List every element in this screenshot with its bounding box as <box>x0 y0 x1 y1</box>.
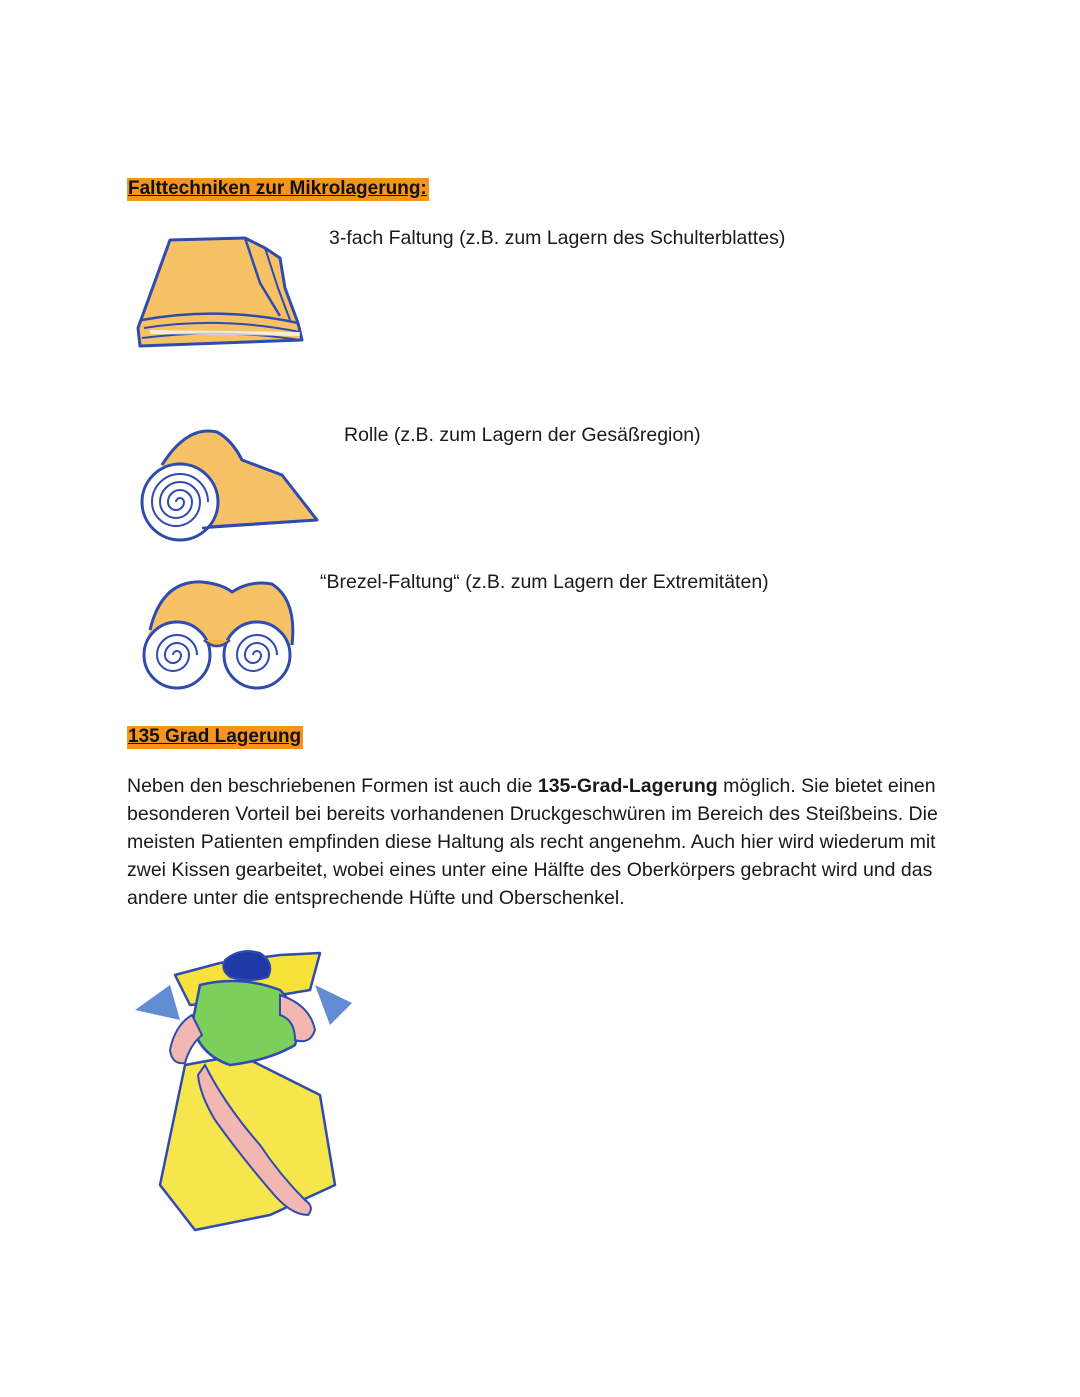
patient-135-degree-illustration <box>130 945 360 1235</box>
caption-rolle: Rolle (z.B. zum Lagern der Gesäßregion) <box>344 424 701 446</box>
caption-brezel-faltung: “Brezel-Faltung“ (z.B. zum Lagern der Extremitäten) <box>320 571 769 593</box>
caption-dreifach-faltung: 3-fach Faltung (z.B. zum Lagern des Schulterblattes) <box>329 227 786 249</box>
paragraph-text-end: möglich. Sie bietet einen besonderen Vorteil bei bereits vorhandenen Druckgeschwüren im Bereich des Steißbeins. Die meisten Patienten empfinden diese Haltung als recht angenehm. Auch hier wird wiederum mit zwei Kissen gearbeitet, wobei eines unter eine Hälfte des Oberkörpers gebracht wird und das andere unter die entsprechende Hüfte und Oberschenkel. <box>127 775 938 909</box>
folded-towel-illustration <box>130 228 310 358</box>
body-paragraph <box>127 772 957 912</box>
paragraph-bold-term: 135-Grad-Lagerung <box>537 775 718 797</box>
paragraph-text-start: Neben den beschriebenen Formen ist auch die <box>127 775 538 797</box>
towel-roll-illustration <box>132 420 327 535</box>
section-heading-falttechniken: Falttechniken zur Mikrolagerung: <box>128 178 427 199</box>
pretzel-fold-illustration <box>132 570 302 695</box>
section-heading-135-grad-lagerung: 135 Grad Lagerung <box>128 726 302 747</box>
